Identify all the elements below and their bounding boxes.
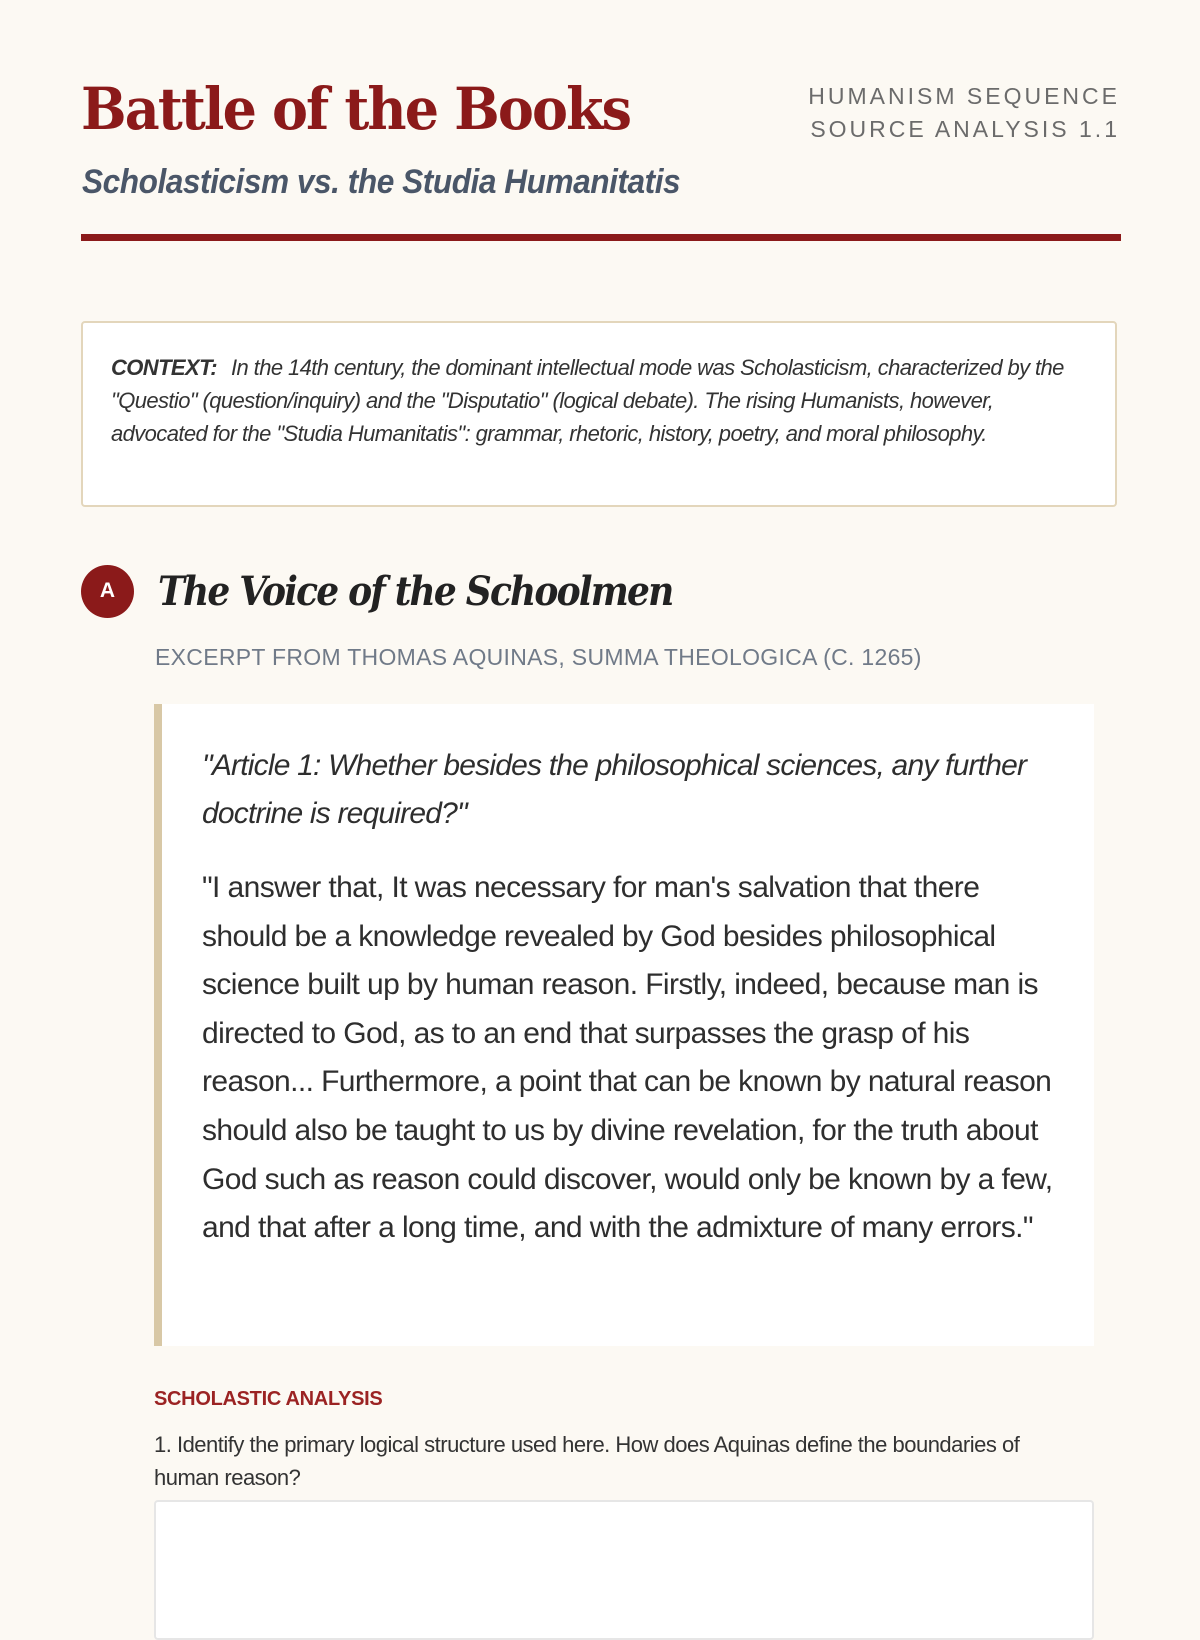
sequence-meta	[808, 80, 1120, 146]
section-a-heading	[81, 564, 730, 618]
question-1: 1. Identify the primary logical structure used here. How does Aquinas define the boundaries of human reason?	[154, 1432, 1020, 1490]
section-title: The Voice of the Schoolmen	[158, 567, 673, 615]
context-paragraph	[111, 351, 1087, 450]
page-title: Battle of the Books	[81, 75, 631, 143]
page-header	[81, 0, 1120, 242]
section-badge: A	[81, 565, 134, 618]
source-excerpt	[154, 704, 1094, 1346]
excerpt-body: "I answer that, It was necessary for man's salvation that there should be a knowledge revealed by God besides philosophical science built up by human reason. Firstly, indeed, because man is directed to God, as to an end that surpasses the grasp of his reason... Furthermore, a point that can be known by natural reason should also be taught to us by divine revelation, for the truth about God such as reason could discover, would only be known by a few, and that after a long time, and with the admixture of many errors."	[202, 871, 1053, 1245]
page-subtitle: Scholasticism vs. the Studia Humanitatis	[82, 163, 681, 201]
context-text: In the 14th century, the dominant intellectual mode was Scholasticism, characterized by the "Questio" (question/inquiry) and the "Disputatio" (logical debate). The rising Humanists, however, advocated for the "Studia Humanitatis": grammar, rhetoric, history, poetry, and moral philosophy.	[111, 355, 1064, 446]
sequence-name: HUMANISM SEQUENCE	[808, 83, 1120, 109]
analysis-label: SCHOLASTIC ANALYSIS	[154, 1388, 383, 1410]
header-divider	[81, 234, 1121, 241]
context-box	[81, 321, 1117, 507]
sequence-number: SOURCE ANALYSIS 1.1	[810, 116, 1120, 142]
context-label: CONTEXT:	[111, 355, 218, 380]
source-citation: EXCERPT FROM THOMAS AQUINAS, SUMMA THEOLOGICA (C. 1265)	[155, 644, 922, 670]
answer-1-input[interactable]	[154, 1500, 1094, 1640]
worksheet-page	[81, 0, 1120, 1490]
excerpt-article-heading: "Article 1: Whether besides the philosophical sciences, any further doctrine is required?"	[202, 749, 1027, 830]
